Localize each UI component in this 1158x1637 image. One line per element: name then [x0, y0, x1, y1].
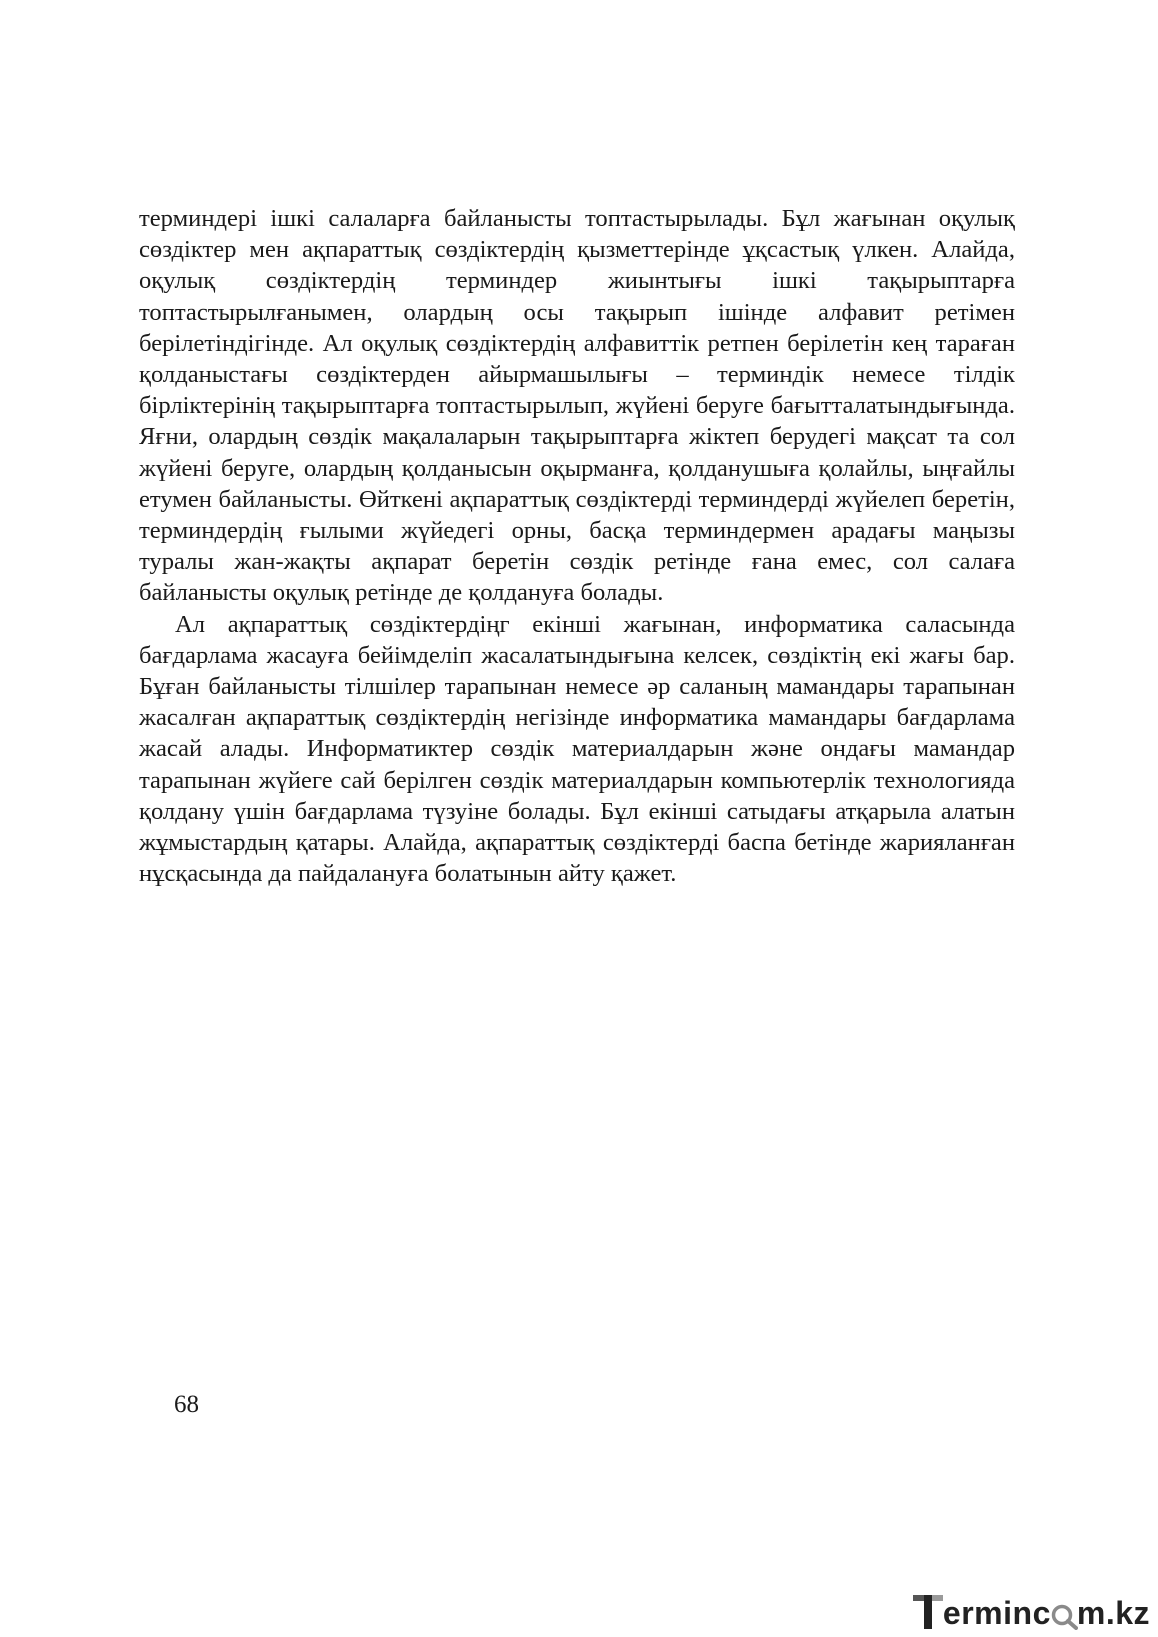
paragraph-2: Ал ақпараттық сөздіктердіңг екінші жағынан, информатика саласында бағдарлама жасауға бейімделіп жасалатындығына келсек, сөздіктің екі жағы бар. Бұған байланысты тілшілер тарапынан немесе әр саланың мамандары тарапынан жасалған ақпараттық сөздіктердің негізінде информатика мамандары бағдарлама жасай алады. Информатиктер сөздік материалдарын және ондағы мамандар тарапынан жүйеге сай берілген сөздік материалдарын компьютерлік технологияда қолдану үшін бағдарлама түзуіне болады. Бұл екінші сатыдағы атқарыла алатын жұмыстардың қатары. Алайда, ақпараттық сөздіктерді баспа бетінде жарияланған нұсқасында да пайдалануға болатынын айту қажет.	[139, 610, 1015, 888]
body-text	[139, 203, 1015, 889]
paragraph-1: терминдері ішкі салаларға байланысты топтастырылады. Бұл жағынан оқулық сөздіктер мен ақпараттық сөздіктердің қызметтерінде ұқсастық үлкен. Алайда, оқулық сөздіктердің терминдер жиынтығы ішкі тақырыптарға топтастырылғанымен, олардың осы тақырып ішінде алфавит ретімен берілетіндігінде. Ал оқулық сөздіктердің алфавиттік ретпен берілетін кең тараған қолданыстағы сөздіктерден айырмашылығы – терминдік немесе тілдік бірліктерінің тақырыптарға топтастырылып, жүйені беруге бағытталатындығында. Яғни, олардың сөздік мақалаларын тақырыптарға жіктеп берудегі мақсат та сол жүйені беруге, олардың қолданысын оқырманға, қолданушыға қолайлы, ыңғайлы етумен байланысты. Өйткені ақпараттық сөздіктерді терминдерді жүйелеп беретін, терминдердің ғылыми жүйедегі орны, басқа терминдермен арадағы маңызы туралы жан-жақты ақпарат беретін сөздік ретінде ғана емес, сол салаға байланысты оқулық ретінде де қолдануға болады.	[139, 205, 1015, 607]
termincom-t-logo-icon	[911, 1591, 945, 1631]
watermark-text-start: erminc	[942, 1595, 1051, 1631]
page-number: 68	[174, 1391, 199, 1418]
watermark-text-end: m.kz	[1076, 1595, 1150, 1631]
magnifier-o-icon	[1050, 1596, 1078, 1630]
termincom-watermark	[911, 1581, 1150, 1631]
